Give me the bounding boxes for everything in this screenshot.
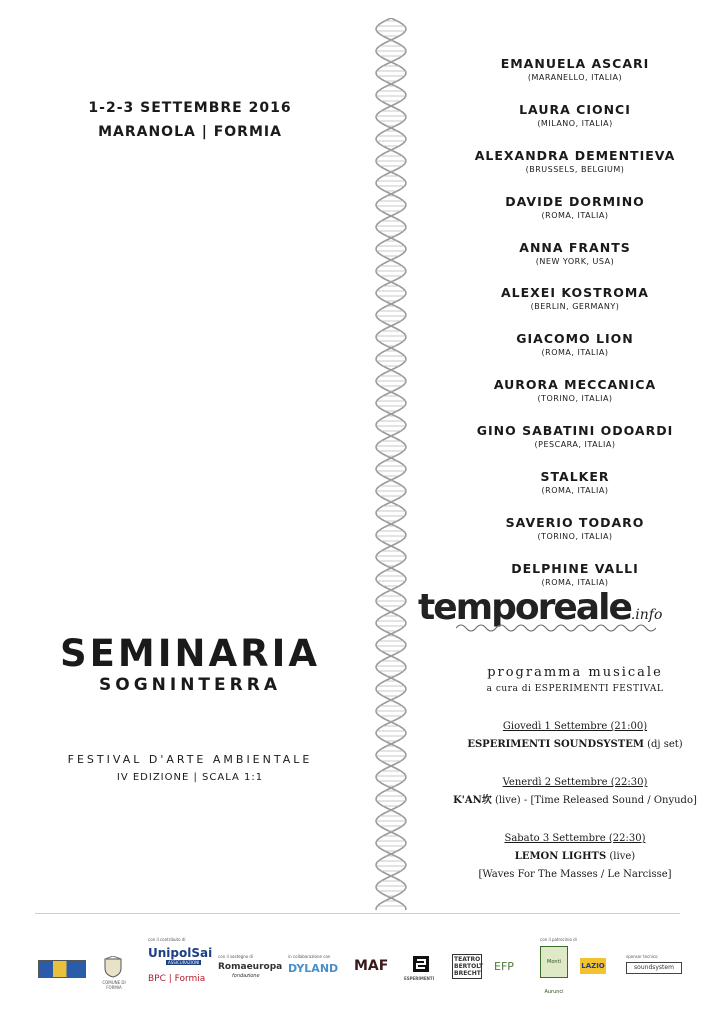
artist-name: AURORA MECCANICA (493, 377, 657, 393)
watermark-word: temporeale (418, 587, 631, 628)
festival-edition: IV EDIZIONE | SCALA 1:1 (116, 772, 264, 783)
sostegno-caption: con il sostegno di (218, 954, 254, 959)
temporeale-watermark-logo (418, 588, 668, 638)
artist-name: GIACOMO LION (516, 331, 634, 347)
artist-item (440, 56, 710, 102)
artist-list (440, 56, 710, 607)
event-date: Venerdì 2 Settembre (22:30) (502, 777, 648, 788)
comune-formia-logo (102, 956, 124, 978)
esperimenti-logo-mark (413, 956, 429, 972)
event-note: (dj set) (647, 739, 683, 750)
artist-item (440, 331, 710, 377)
artist-name: DELPHINE VALLI (511, 560, 639, 576)
sponsor-strip (0, 930, 717, 1010)
artist-name: DAVIDE DORMINO (505, 193, 645, 209)
artist-item (440, 377, 710, 423)
esperimenti-caption: ESPERIMENTI (404, 976, 435, 981)
artist-item (440, 148, 710, 194)
lazio-logo: LAZIO (580, 958, 606, 974)
artist-item (440, 423, 710, 469)
patrocinio-caption: con il patrocinio di (540, 937, 577, 942)
watermark-suffix: .info (630, 607, 663, 623)
artist-location: (PESCARA, ITALIA) (534, 440, 616, 450)
artist-location: (ROMA, ITALIA) (541, 348, 609, 358)
sponsor-tecnico-caption: sponsor tecnico (626, 954, 658, 959)
festival-subtitle: SOGNINTERRA (99, 675, 281, 695)
romaeuropa-sub: fondazione (232, 973, 260, 979)
event-note: (live) (609, 851, 636, 862)
artist-name: SAVERIO TODARO (505, 514, 645, 530)
esperimenti-icon (413, 956, 429, 972)
artist-item (440, 469, 710, 515)
artist-location: (TORINO, ITALIA) (537, 394, 613, 404)
event-label-info: [Waves For The Masses / Le Narcisse] (478, 869, 672, 880)
monti-aurunci-logo: Monti Aurunci (540, 946, 568, 978)
event-performer: K'AN坎 (453, 795, 492, 806)
artist-item (440, 285, 710, 331)
artist-location: (MILANO, ITALIA) (537, 118, 613, 128)
event-date: Sabato 3 Settembre (22:30) (504, 833, 646, 844)
artist-location: (BRUSSELS, BELGIUM) (525, 164, 625, 174)
soundsystem-logo: soundsystem (626, 962, 682, 974)
watermark-wave-icon (456, 622, 656, 634)
program-title: programma musicale (487, 665, 663, 680)
event-date: Giovedì 1 Settembre (21:00) (502, 721, 648, 732)
artist-location: (ROMA, ITALIA) (541, 210, 609, 220)
artist-name: STALKER (540, 469, 610, 485)
maf-logo: MAF (354, 958, 389, 974)
artist-location: (MARANELLO, ITALIA) (527, 73, 623, 82)
unipolsai-logo: UnipolSai (148, 946, 213, 960)
footer-divider (35, 913, 680, 914)
artist-location: (ROMA, ITALIA) (541, 486, 609, 496)
collaborazione-caption: in collaborazione con (288, 954, 331, 959)
festival-title: SEMINARIA (59, 632, 320, 675)
event-title-row (440, 850, 710, 864)
festival-tagline: FESTIVAL D'ARTE AMBIENTALE (67, 753, 313, 766)
dna-helix-illustration (368, 18, 414, 910)
efp-logo: EFP (494, 960, 514, 973)
artist-name: ANNA FRANTS (519, 239, 631, 255)
artist-item (440, 240, 710, 286)
artist-name: EMANUELA ASCARI (500, 56, 650, 71)
event-note: (live) - [Time Released Sound / Onyudo] (494, 795, 697, 806)
event-performer: LEMON LIGHTS (514, 851, 607, 862)
artist-name: ALEXEI KOSTROMA (500, 285, 649, 301)
artist-location: (NEW YORK, USA) (535, 256, 615, 266)
comune-caption: COMUNE DI FORMIA (102, 980, 126, 990)
romaeuropa-logo: Romaeuropa (218, 962, 283, 972)
teatro-brecht-logo: TEATRO BERTOLT BRECHT (454, 956, 484, 977)
artist-name: ALEXANDRA DEMENTIEVA (474, 147, 676, 163)
artist-item (440, 194, 710, 240)
festival-description (50, 750, 330, 786)
event-performer: ESPERIMENTI SOUNDSYSTEM (467, 739, 644, 750)
artist-location: (BERLIN, GERMANY) (530, 302, 620, 312)
bpc-logo: BPC | Formia (148, 974, 206, 984)
event-location: MARANOLA | FORMIA (98, 124, 282, 140)
artist-item (440, 102, 710, 148)
dyland-logo: DYLAND (288, 962, 339, 975)
artist-location: (TORINO, ITALIA) (537, 531, 613, 541)
event-dates: 1-2-3 SETTEMBRE 2016 (88, 100, 292, 116)
artist-name: GINO SABATINI ODOARDI (476, 423, 674, 439)
festival-title-block (40, 634, 340, 696)
unipolsai-sub: ASSICURAZIONI (168, 960, 200, 965)
music-program (440, 664, 710, 882)
event-title-row (440, 794, 710, 808)
program-curator: a cura di ESPERIMENTI FESTIVAL (486, 684, 664, 694)
contributo-caption: con il contributo di (148, 937, 186, 942)
shield-icon (102, 956, 124, 978)
regional-crest-logo (38, 960, 86, 978)
artist-location: (ROMA, ITALIA) (541, 577, 609, 587)
event-title-row (440, 738, 710, 752)
artist-name: LAURA CIONCI (519, 101, 631, 117)
event-dates-block (60, 96, 320, 144)
artist-item (440, 515, 710, 561)
